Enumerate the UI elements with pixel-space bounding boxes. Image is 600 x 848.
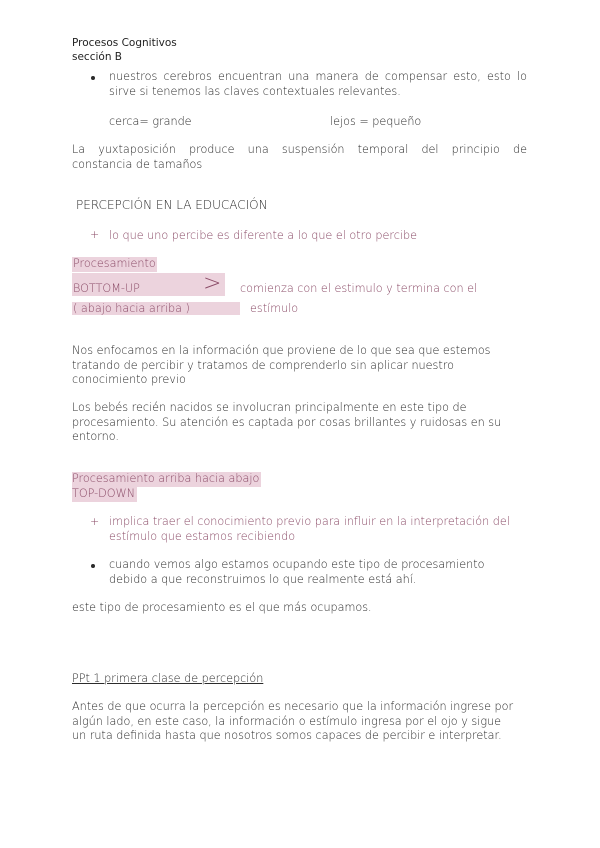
bullet-line: debido a que reconstruimos lo que realmente está ahí. (109, 572, 417, 586)
paragraph-line: La yuxtaposición produce una suspensión temporal del principio de (72, 143, 527, 156)
paragraph-yuxtaposicion (72, 143, 527, 172)
bullet-dot (91, 76, 95, 80)
paragraph-ocupamos: este tipo de procesamiento es el que más ocupamos. (72, 601, 372, 614)
paragraph-line: Antes de que ocurra la percepción es necesario que la información ingrese por (72, 700, 514, 713)
estimulo-text: estímulo (250, 302, 299, 315)
paragraph-line: entorno. (72, 430, 119, 443)
bullet-line: cuando vemos algo estamos ocupando este tipo de procesamiento (109, 558, 485, 571)
paragraph-line: Los bebés recién nacidos se involucran principalmente en este tipo de (72, 401, 467, 414)
paragraph-enfocamos (72, 344, 532, 388)
arrow-glyph: > (203, 271, 222, 296)
bullet-dot (91, 564, 95, 568)
procesamiento-label: Procesamiento (73, 257, 156, 270)
doc-header (72, 36, 177, 64)
paragraph-line: constancia de tamaños (72, 157, 203, 171)
bottom-up-label: BOTTOM-UP (73, 282, 140, 295)
plus-bullet: + (90, 228, 100, 241)
plus-line: implica traer el conocimiento previo para influir en la interpretación del (109, 515, 510, 528)
plus-text-1: lo que uno percibe es diferente a lo que el otro percibe (109, 229, 417, 242)
bullet-line: nuestros cerebros encuentran una manera de compensar esto, esto lo (109, 70, 527, 83)
paragraph-bebes (72, 401, 532, 445)
abajo-label: ( abajo hacia arriba ) (73, 302, 190, 315)
paragraph-line: procesamiento. Su atención es captada por cosas brillantes y ruidosas en su (72, 415, 502, 429)
paragraph-line: Nos enfocamos en la información que proviene de lo que sea que estemos (72, 344, 491, 357)
paragraph-antes (72, 700, 532, 744)
proc-arriba-label: Procesamiento arriba hacia abajo (72, 472, 260, 485)
header-title: Procesos Cognitivos (72, 37, 177, 49)
paragraph-line: conocimiento previo (72, 373, 186, 386)
paragraph-line: tratando de percibir y tratamos de comprenderlo sin aplicar nuestro (72, 358, 454, 372)
top-down-label: TOP-DOWN (72, 487, 136, 500)
paragraph-line: algún lado, en este caso, la información o estímulo ingresa por el ojo y sigue (72, 714, 502, 728)
cerca-text: cerca= grande (109, 115, 192, 128)
bullet-line: sirve si tenemos las claves contextuales relevantes. (109, 84, 401, 98)
header-section: sección B (72, 51, 123, 63)
comienza-text: comienza con el estimulo y termina con el (240, 282, 478, 295)
plus-line: estímulo que estamos recibiendo (109, 529, 296, 543)
plus-text-2 (109, 515, 534, 544)
section-title: PERCEPCIÓN EN LA EDUCACIÓN (76, 198, 268, 212)
bullet-text-1 (109, 70, 527, 99)
lejos-text: lejos = pequeño (330, 115, 422, 128)
plus-bullet: + (90, 515, 100, 528)
paragraph-line: un ruta definida hasta que nosotros somos capaces de percibir e interpretar. (72, 729, 502, 742)
bullet-text-2 (109, 558, 529, 587)
ppt-title-link[interactable]: PPt 1 primera clase de percepción (72, 672, 264, 685)
